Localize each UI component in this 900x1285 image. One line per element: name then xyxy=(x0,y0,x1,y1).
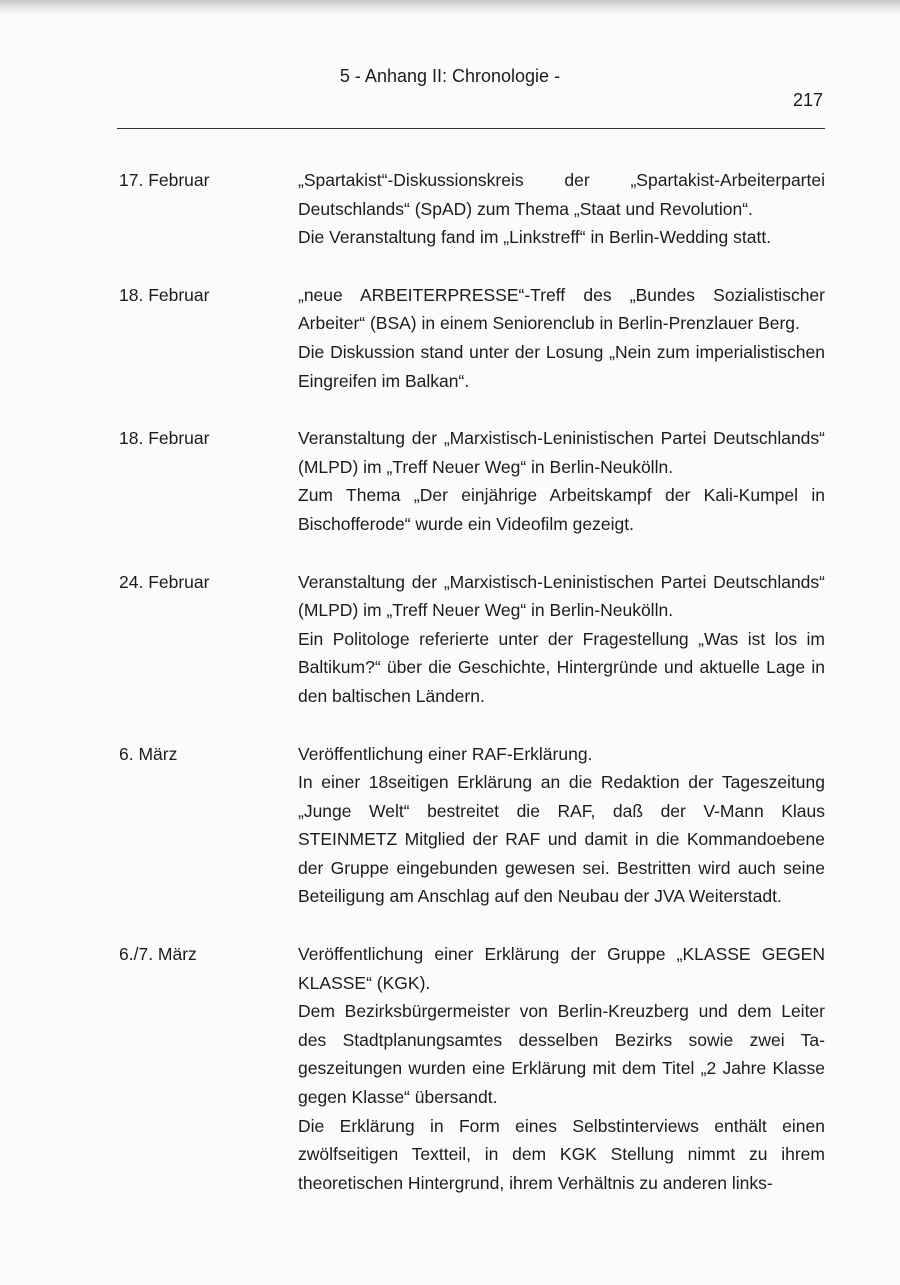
entry-paragraph: Die Diskussion stand unter der Losung „Nein zum imperialistischen Eingreifen im Balkan“. xyxy=(298,341,825,391)
entry-paragraph: Veröffentlichung einer Erklärung der Gruppe „KLASSE GEGEN KLASSE“ (KGK). xyxy=(298,944,825,993)
entry-body xyxy=(298,568,825,711)
header-rule xyxy=(117,128,825,129)
chronology-entry xyxy=(119,740,825,912)
scan-edge xyxy=(0,0,900,14)
entry-body xyxy=(298,281,825,395)
chronology-entry xyxy=(119,940,825,1197)
chronology-list xyxy=(119,166,825,1226)
entry-paragraph: Die Veranstaltung fand im „Linkstreff“ in Berlin-Wedding statt. xyxy=(298,227,772,248)
entry-paragraph: Zum Thema „Der einjährige Arbeitskampf der Kali-Kumpel in Bischofferode“ wurde ein Videofilm gezeigt. xyxy=(298,485,825,534)
entry-date: 18. Februar xyxy=(119,428,210,449)
chronology-entry xyxy=(119,281,825,395)
entry-paragraph: In einer 18seitigen Erklärung an die Redaktion der Tageszeitung „Junge Welt“ bestreitet die RAF, daß der V-Mann Klaus STEINMETZ Mitglied der RAF und damit in die Kommandoebene der Gruppe eingebunden gewesen sei. Bestritten wird auch seine Beteiligung am Anschlag auf den Neubau der JVA Weiterstadt. xyxy=(298,772,825,907)
entry-paragraph: Veröffentlichung einer RAF-Erklärung. xyxy=(298,743,593,764)
entry-paragraph: „neue ARBEITERPRESSE“-Treff des „Bundes Sozialistischer Arbeiter“ (BSA) in einem Seniorenclub in Berlin-Prenzlauer Berg. xyxy=(298,284,825,334)
entry-paragraph: Ein Politologe referierte unter der Fragestellung „Was ist los im Baltikum?“ über die Geschichte, Hintergründe und aktuelle Lage in den baltischen Ländern. xyxy=(298,628,825,706)
entry-body xyxy=(298,740,825,912)
entry-date: 17. Februar xyxy=(119,170,210,190)
entry-body xyxy=(298,424,825,538)
chronology-entry xyxy=(119,568,825,711)
entry-date: 24. Februar xyxy=(119,571,210,592)
entry-body xyxy=(298,940,825,1197)
entry-date: 6./7. März xyxy=(119,944,197,965)
entry-paragraph: Veranstaltung der „Marxistisch-Leninistischen Partei Deutschlands“ (MLPD) im „Treff Neuer Weg“ in Berlin-Neukölln. xyxy=(298,428,825,477)
entry-paragraph: „Spartakist“-Diskussionskreis der „Spartakist-Arbeiterpartei Deutschlands“ (SpAD) zum Thema „Staat und Revolution“. xyxy=(298,170,825,219)
entry-paragraph: Veranstaltung der „Marxistisch-Leninistischen Partei Deutschlands“ (MLPD) im „Treff Neuer Weg“ in Berlin-Neukölln. xyxy=(298,571,825,621)
page-number: 217 xyxy=(792,90,823,110)
entry-date: 18. Februar xyxy=(119,284,210,305)
entry-body xyxy=(298,166,825,252)
chronology-entry xyxy=(119,166,825,252)
entry-date: 6. März xyxy=(119,743,178,764)
page-header: 5 - Anhang II: Chronologie - xyxy=(339,66,561,86)
entry-paragraph: Dem Bezirksbürgermeister von Berlin-Kreuzberg und dem Leiter des Stadtplanungsamtes desselben Bezirks sowie zwei Tageszeitungen wurden eine Erklärung mit dem Titel „2 Jahre Klasse gegen Klasse“ übersandt. xyxy=(298,1001,825,1108)
entry-paragraph: Die Erklärung in Form eines Selbstinterviews enthält einen zwölfseitigen Textteil, in dem KGK Stellung nimmt zu ihrem theoretischen Hintergrund, ihrem Verhältnis zu anderen links- xyxy=(298,1115,825,1193)
chronology-entry xyxy=(119,424,825,538)
